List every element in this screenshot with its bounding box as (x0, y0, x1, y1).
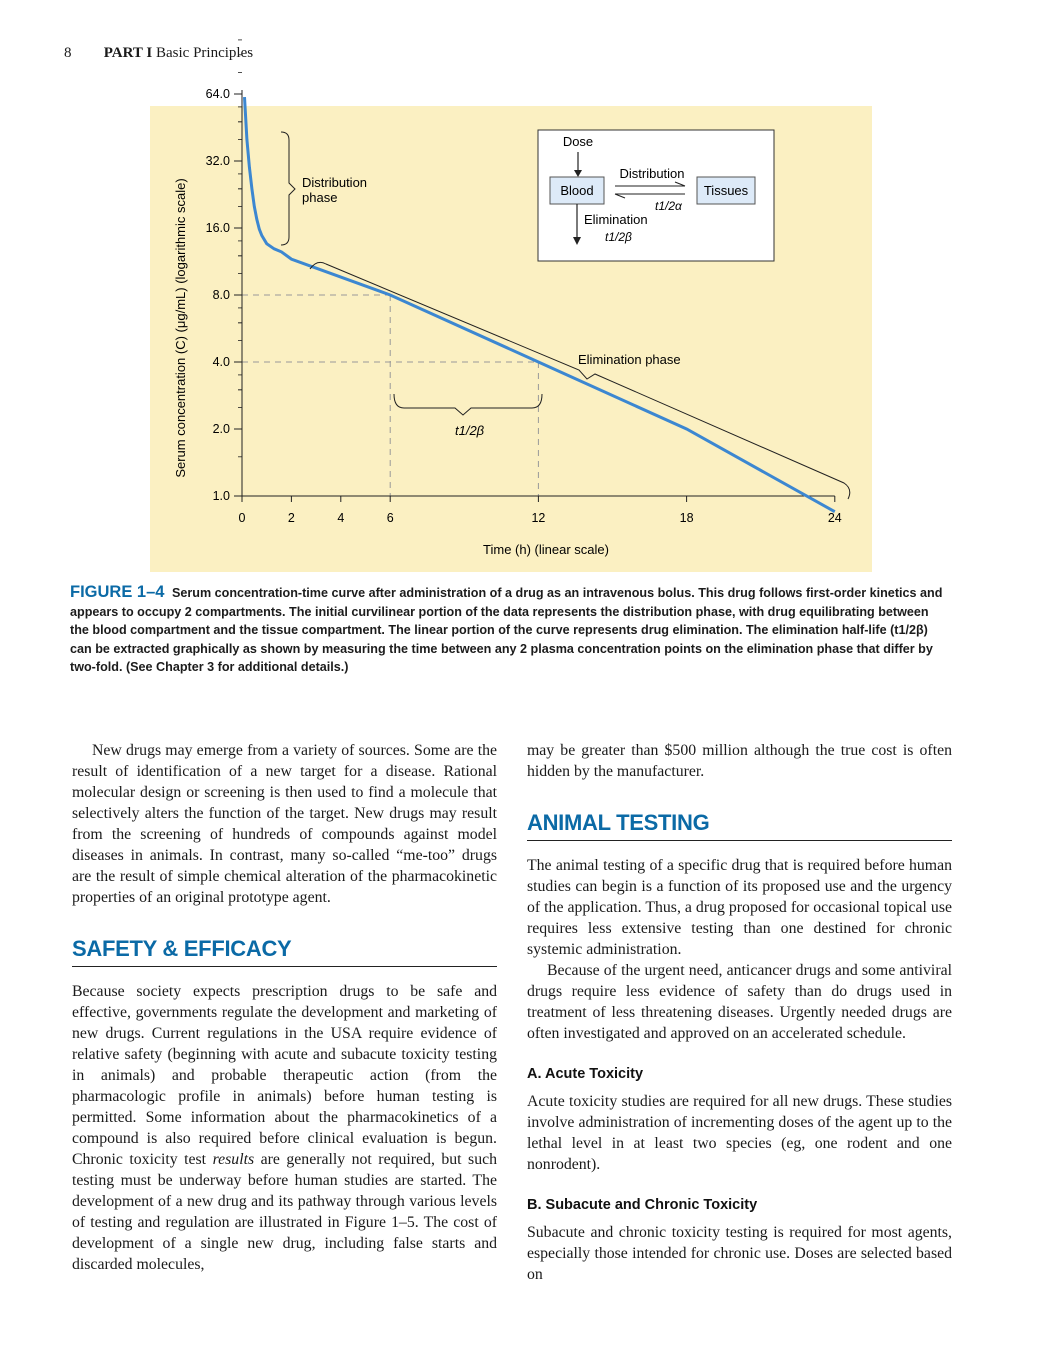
inset-elimination-label: Elimination (584, 212, 648, 227)
x-axis-label: Time (h) (linear scale) (483, 542, 609, 557)
inset-dose-label: Dose (562, 134, 594, 149)
tick-layer (206, 40, 842, 525)
distribution-phase-label-1: Distribution (302, 175, 368, 190)
x-tick-label: 2 (287, 511, 295, 525)
paragraph-safety-end: are generally not required, but such testing must be underway before human studies are started. The development of a new drug and its pathway through various levels of testing and regulation are illustrated in Figure 1–5. The cost of development of a single new drug, including false starts and discarded molecules, (72, 1151, 498, 1273)
paragraph-safety-start: Because society expects prescription drugs to be safe and effective, governments regulate the development and marketing of new drugs. Current regulations in the USA require evidence of relative safety (beginning with acute and subacute toxicity testing in animals) and probable therapeutic action (from the pharmacologic profile in animals) before human testing is permitted. Some information about the pharmacokinetics of a compound is also required before clinical evaluation is begun. Chronic toxicity test (72, 983, 497, 1168)
dashed-guides (242, 295, 538, 496)
y-tick-label: 16.0 (205, 221, 230, 235)
paragraph-animal-testing: The animal testing of a specific drug that is required before human studies can begin is a function of its proposed use and the urgency of the application. Thus, a drug proposed for occasional topical use requires less extensive testing than one destined for chronic systemic administration. (527, 857, 952, 958)
inset-t-half-alpha: t1/2α (655, 199, 682, 213)
y-tick-label: 1.0 (212, 489, 230, 503)
inset-blood-label: Blood (560, 183, 594, 198)
running-head (64, 45, 253, 62)
compartment-inset (538, 130, 774, 261)
y-axis-label: Serum concentration (C) (μg/mL) (logarithmic scale) (173, 178, 188, 478)
inset-distribution-label: Distribution (619, 166, 685, 181)
paragraph-safety-italic: results (212, 1151, 255, 1168)
y-tick-label: 2.0 (212, 422, 230, 436)
distribution-phase-label-2: phase (302, 190, 338, 205)
paragraph-acute-toxicity: Acute toxicity studies are required for all new drugs. These studies involve administration of incrementing doses of the agent up to the lethal level in at least two species (eg, one rodent and one nonrodent). (527, 1093, 952, 1173)
x-tick-label: 6 (386, 511, 394, 525)
half-life-label: t1/2β (455, 423, 485, 438)
part-label: PART I (103, 45, 153, 61)
heading-acute-toxicity: A. Acute Toxicity (527, 1066, 644, 1082)
y-tick-label: 64.0 (205, 87, 230, 101)
inset-t-half-beta: t1/2β (605, 230, 632, 244)
left-column (72, 740, 497, 1275)
figure-caption (70, 583, 950, 677)
paragraph-subacute-chronic: Subacute and chronic toxicity testing is required for most agents, especially those intended for chronic use. Doses are selected based on (527, 1224, 952, 1283)
x-tick-label: 0 (238, 511, 246, 525)
half-life-brace (394, 394, 542, 415)
elimination-phase-label: Elimination phase (578, 352, 681, 367)
paragraph-urgent-need: Because of the urgent need, anticancer drugs and some antiviral drugs require less evidence of safety than do drugs used in treatment of less threatening diseases. Urgently needed drugs are often investigated and approved on an accelerated schedule. (527, 962, 952, 1042)
figure-label: FIGURE 1–4 (70, 583, 165, 601)
y-tick-label: 32.0 (205, 154, 230, 168)
pk-chart (150, 87, 872, 572)
right-column (527, 740, 952, 1285)
inset-tissues-label: Tissues (703, 183, 749, 198)
x-tick-label: 4 (337, 511, 345, 525)
part-title: Basic Principles (156, 45, 254, 61)
x-tick-label: 18 (679, 511, 694, 525)
heading-animal-testing: ANIMAL TESTING (527, 812, 952, 841)
caption-text: Serum concentration-time curve after administration of a drug as an intravenous bolus. This drug follows first-order kinetics and appears to occupy 2 compartments. The initial curvilinear portion of the data represents the distribution phase, with drug equilibrating between the blood compartment and the tissue compartment. The linear portion of the curve represents drug elimination. The elimination half-life (t1/2β) can be extracted graphically as shown by measuring the time between any 2 plasma concentration points on the elimination phase that differ by two-fold. (See Chapter 3 for additional details.) (70, 586, 943, 675)
heading-subacute-chronic: B. Subacute and Chronic Toxicity (527, 1197, 758, 1213)
y-tick-label: 8.0 (212, 288, 230, 302)
y-tick-label: 4.0 (212, 355, 230, 369)
paragraph-new-drugs: New drugs may emerge from a variety of sources. Some are the result of identification of a new target for a disease. Rational molecular design or screening is then used to find a molecule that selectively alters the function of the target. New drugs may result from the screening of hundreds of compounds against model diseases in animals. In contrast, many so-called “me-too” drugs are the result of simple chemical alteration of the pharmacokinetic properties of an original prototype agent. (72, 742, 497, 906)
paragraph-safety (72, 981, 497, 1275)
paragraph-cost: may be greater than $500 million although the true cost is often hidden by the manufacturer. (527, 742, 952, 780)
x-tick-label: 24 (827, 511, 842, 525)
page-number: 8 (64, 45, 72, 61)
x-tick-label: 12 (531, 511, 546, 525)
distribution-phase-brace (281, 132, 295, 245)
heading-safety-efficacy: SAFETY & EFFICACY (72, 938, 497, 967)
